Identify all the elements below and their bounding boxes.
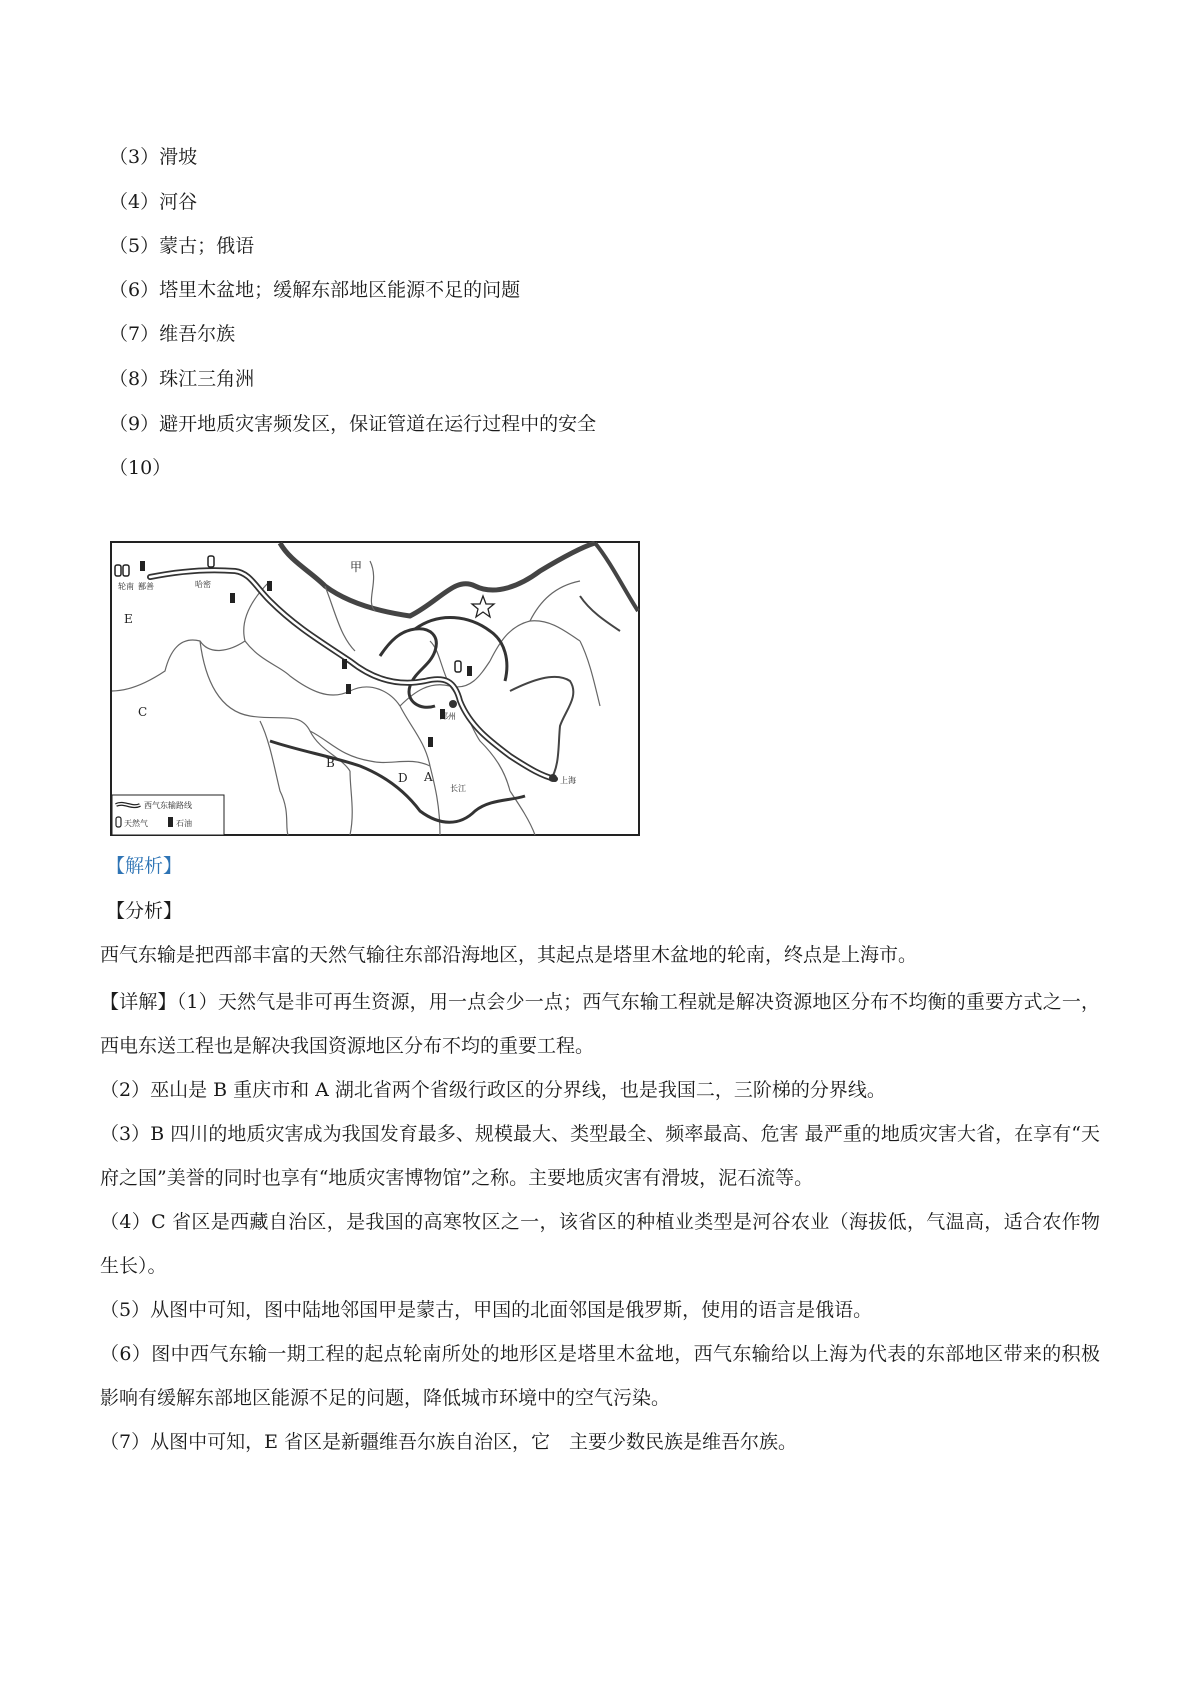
region-label-jia: 甲 — [350, 560, 363, 574]
answer-9: （9）避开地质灾害频发区，保证管道在运行过程中的安全 — [109, 413, 597, 435]
detail-3: （3）B 四川的地质灾害成为我国发育最多、规模最大、类型最全、频率最高、危害 最严重的地质灾害大省，在享有“天府之国”美誉的同时也享有“地质灾害博物馆”之称。主要地质灾害有滑坡，泥石流等。 — [100, 1123, 1100, 1189]
place-label-changjiang: 长江 — [450, 784, 466, 793]
answer-3: （3）滑坡 — [109, 146, 198, 168]
place-label-hami: 哈密 — [195, 580, 211, 589]
region-label-a: A — [424, 770, 433, 784]
region-label-d: D — [398, 771, 408, 785]
shanghai-dot — [549, 774, 557, 782]
answer-5: （5）蒙古；俄语 — [109, 235, 255, 257]
region-label-c: C — [138, 705, 148, 719]
jiexi-heading: 【解析】 — [106, 855, 183, 877]
detail-7: （7）从图中可知，E 省区是新疆维吾尔族自治区，它 主要少数民族是维吾尔族。 — [100, 1431, 797, 1453]
detail-2: （2）巫山是 B 重庆市和 A 湖北省两个省级行政区的分界线，也是我国二，三阶梯的分界线。 — [100, 1079, 886, 1101]
answer-8: （8）珠江三角洲 — [109, 368, 255, 390]
place-label-lunnan: 轮南 — [118, 582, 134, 591]
detail-label: 【详解】 — [100, 991, 177, 1013]
legend-gas-label: 天然气 — [124, 819, 148, 828]
region-label-b: B — [326, 756, 335, 770]
answer-4: （4）河谷 — [109, 191, 198, 213]
detail-5: （5）从图中可知，图中陆地邻国甲是蒙古，甲国的北面邻国是俄罗斯，使用的语言是俄语。 — [100, 1299, 873, 1321]
detail-6: （6）图中西气东输一期工程的起点轮南所处的地形区是塔里木盆地，西气东输给以上海为代表的东部地区带来的积极影响有缓解东部地区能源不足的问题，降低城市环境中的空气污染。 — [100, 1343, 1100, 1409]
place-label-zhengzhou: 郑州 — [440, 712, 456, 721]
place-label-shanghai: 上海 — [560, 776, 576, 785]
detail-1-text: （1）天然气是非可再生资源，用一点会少一点；西气东输工程就是解决资源地区分布不均衡的重要方式之一，西电东送工程也是解决我国资源地区分布不均的重要工程。 — [100, 991, 1100, 1057]
legend-pipeline-label: 西气东输路线 — [144, 801, 192, 810]
answer-6: （6）塔里木盆地；缓解东部地区能源不足的问题 — [109, 279, 521, 301]
place-label-shanshan: 鄯善 — [138, 582, 154, 591]
detail-1 — [100, 980, 1100, 1068]
fenxi-text: 西气东输是把西部丰富的天然气输往东部沿海地区，其起点是塔里木盆地的轮南，终点是上海市。 — [100, 944, 918, 966]
answer-7: （7）维吾尔族 — [109, 323, 236, 345]
region-label-e: E — [124, 612, 133, 626]
fenxi-heading: 【分析】 — [106, 900, 183, 922]
pipeline-map-figure — [110, 541, 640, 836]
map-legend — [112, 795, 224, 835]
detail-4: （4）C 省区是西藏自治区，是我国的高寒牧区之一，该省区的种植业类型是河谷农业（海拔低，气温高，适合农作物生长）。 — [100, 1211, 1100, 1277]
legend-oil-label: 石油 — [176, 819, 192, 828]
zhengzhou-dot — [449, 700, 457, 708]
answer-10: （10） — [109, 457, 172, 479]
